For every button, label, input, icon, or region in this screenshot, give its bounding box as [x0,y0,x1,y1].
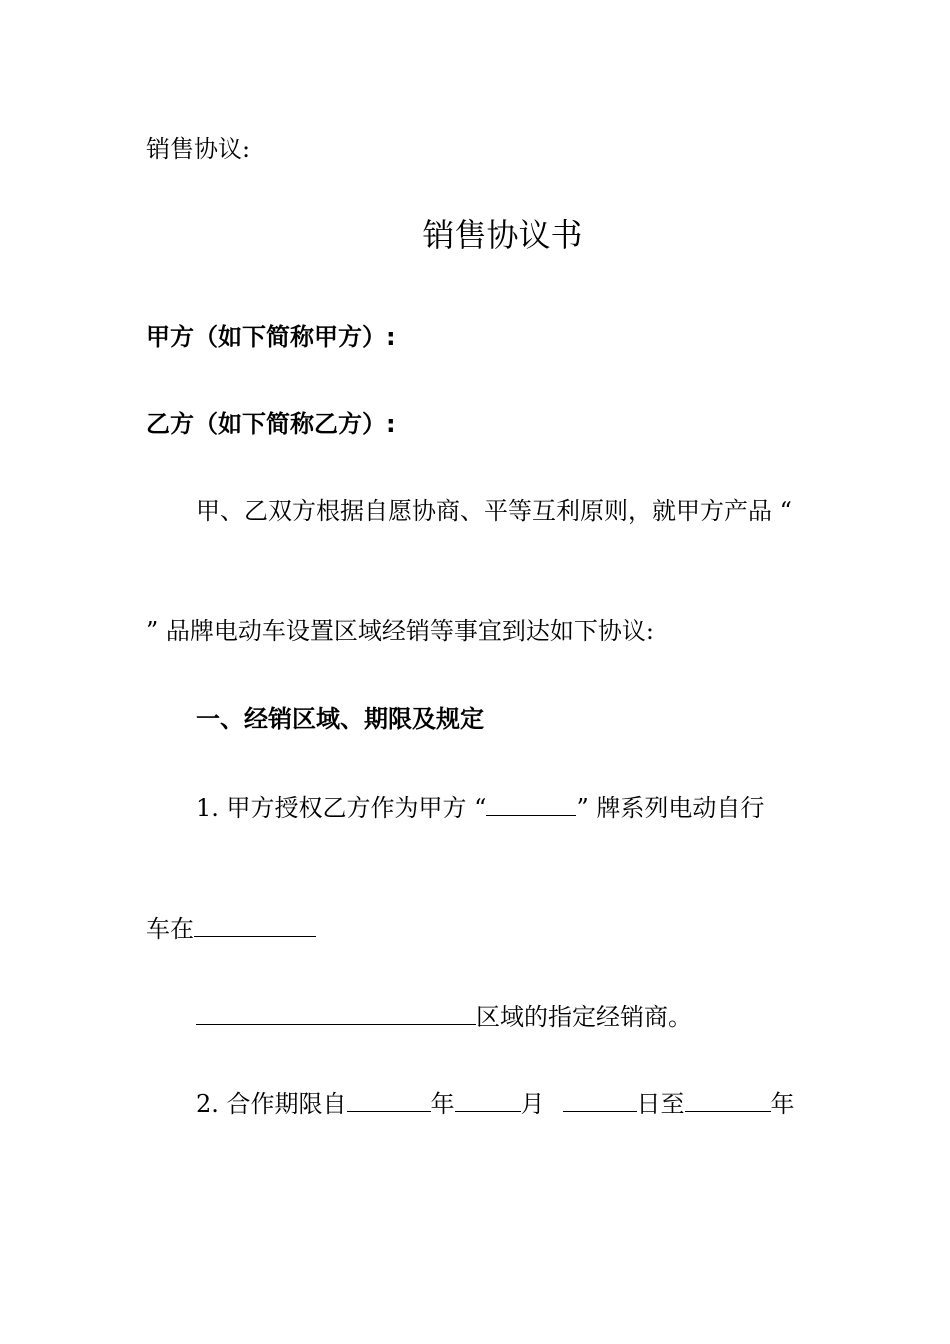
intro-paragraph-line-1: 甲、乙双方根据自愿协商、平等互利原则，就甲方产品 “ [196,497,792,525]
clause-1-line-3 [196,1000,692,1032]
clause-2-year-label: 年 [430,1090,455,1118]
region-blank-1 [194,912,316,937]
party-a-label: 甲方（如下简称甲方）: [146,323,396,351]
start-year-blank [347,1087,431,1112]
clause-1-line-2 [146,912,316,944]
end-year-blank [685,1087,771,1112]
region-blank-2 [196,1000,476,1025]
intro-paragraph-line-2: ” 品牌电动车设置区域经销等事宜到达如下协议: [146,617,654,645]
document-heading: 销售协议: [146,135,251,163]
clause-1-text-b: ” 牌系列电动自行 [576,794,765,822]
clause-1-line-1 [196,791,764,823]
clause-1-text-c: 车在 [146,915,194,943]
clause-2-day-to-label: 日至 [636,1090,685,1118]
brand-name-blank [486,791,576,816]
clause-2-line-1 [196,1087,795,1119]
clause-2-year2-label: 年 [770,1090,795,1118]
document-title: 销售协议书 [422,216,583,254]
clause-2-text-a: 2. 合作期限自 [196,1090,347,1118]
start-day-blank [563,1087,637,1112]
clause-1-text-a: 1. 甲方授权乙方作为甲方 “ [196,794,487,822]
start-month-blank [455,1087,521,1112]
section-1-title: 一、经销区域、期限及规定 [196,705,484,733]
party-b-label: 乙方（如下简称乙方）: [146,410,396,438]
clause-1-text-d: 区域的指定经销商。 [476,1003,692,1031]
clause-2-month-label: 月 [520,1090,545,1118]
